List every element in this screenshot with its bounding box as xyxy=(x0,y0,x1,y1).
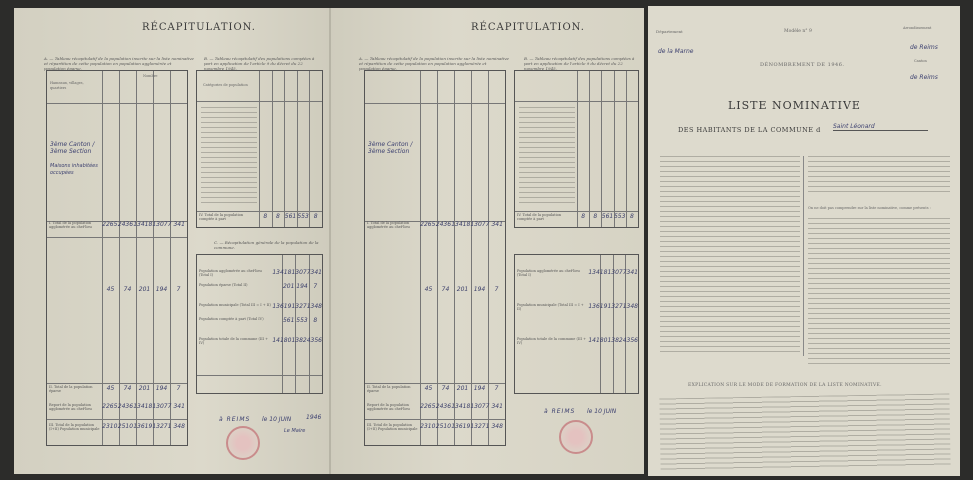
table-row: IV. Total de la population comptée à part 8 8 561 553 8 xyxy=(517,213,634,221)
signature-year: 1946 xyxy=(306,414,322,421)
table-c xyxy=(196,254,323,394)
table-row: I. Total de la population agglomérée au chef-lieu 2265 2436 13418 13077 341 xyxy=(49,221,185,229)
table-a-copy xyxy=(364,70,506,446)
explication-text xyxy=(659,393,950,470)
agglo-note: Maisons inhabitées occupées xyxy=(50,163,98,176)
exclusions-text xyxy=(808,218,950,368)
table-row: 45 74 201 194 7 xyxy=(424,286,499,293)
signature-place-copy: à REIMS xyxy=(544,408,576,415)
recap-heading: RÉCAPITULATION. xyxy=(142,22,256,33)
section-note: On ne doit pas comprendre sur la liste nominative, comme présents : xyxy=(808,206,931,210)
table-row: Population totale de la commune (III + IV) 14180 13824 356 xyxy=(199,337,322,345)
table-a xyxy=(46,70,188,446)
arrondissement-value: de Reims xyxy=(910,44,938,51)
liste-nominative-sheet xyxy=(648,6,960,476)
table-row: Population totale de la commune (III + IV) 14180 13824 356 xyxy=(517,337,638,345)
stamp-copy xyxy=(559,420,593,454)
table-a-caption: A. — Tableau récapitulatif de la population inscrite sur la liste nominative et répartition de cette population en population agglomérée et population éparse. xyxy=(44,56,194,71)
denombrement-year: DÉNOMBREMENT DE 1946. xyxy=(760,62,845,68)
signature-place: à REIMS xyxy=(219,416,251,423)
table-row: III. Total de la population (I+II) Population municipale 2310 2510 13619 13271 348 xyxy=(49,423,185,431)
col-group-label: Hameaux, villages, quartiers xyxy=(50,81,84,90)
recap-heading-copy: RÉCAPITULATION. xyxy=(471,22,585,33)
table-row: IV. Total de la population comptée à part 8 8 561 553 8 xyxy=(199,213,318,221)
canton-value: de Reims xyxy=(910,74,938,81)
quartiers-handwritten: 3ème Canton / 3ème Section xyxy=(50,141,95,155)
table-row: Report de la population agglomérée au chef-lieu 2265 2436 13418 13077 341 xyxy=(49,403,185,411)
table-a-caption-copy: A. — Tableau récapitulatif de la population inscrite sur la liste nominative et répartition de cette population en population agglomérée et population éparse. xyxy=(359,56,509,71)
mayor-signature: Le Maire xyxy=(284,428,306,434)
page-fold xyxy=(329,8,331,474)
modele-number: Modèle n° 9 xyxy=(784,29,812,34)
table-b-caption-copy: B. — Tableau récapitulatif des populations comptées à part en application de l'article 9 du décret du 22 novembre 1945. xyxy=(524,56,635,71)
table-row: Report de la population agglomérée au chef-lieu 2265 2436 13418 13077 341 xyxy=(367,403,503,411)
quartiers-handwritten: 3ème Canton / 3ème Section xyxy=(368,141,413,155)
instructions-text-left xyxy=(660,156,800,356)
table-b-header: Catégories de population xyxy=(203,83,248,87)
table-row: Population municipale (Total III = I + II) 13619 13271 348 xyxy=(517,303,638,311)
instructions-text-right xyxy=(808,156,950,196)
commune-name: Saint Léonard xyxy=(833,123,928,131)
recapitulation-sheet xyxy=(14,8,644,474)
table-b xyxy=(196,70,323,228)
table-row: Population comptée à part (Total IV) 561 553 8 xyxy=(199,317,318,324)
table-row: Population agglomérée au chef-lieu (Total I) 13418 13077 341 xyxy=(517,269,638,277)
table-row: Population municipale (Total III = I + II) 13619 13271 348 xyxy=(199,303,322,310)
table-row: Population éparse (Total II) 201 194 7 xyxy=(199,283,318,290)
table-c-copy xyxy=(514,254,639,394)
table-b-copy xyxy=(514,70,639,228)
table-row: I. Total de la population agglomérée au chef-lieu 2265 2436 13418 13077 341 xyxy=(367,221,503,229)
liste-title: LISTE NOMINATIVE xyxy=(728,99,861,112)
table-c-caption: C. — Récapitulation générale de la population de la commune. xyxy=(214,240,319,250)
canton-label: Canton xyxy=(914,59,927,63)
departement-value: de la Marne xyxy=(658,48,694,55)
table-b-caption: B. — Tableau récapitulatif des populations comptées à part en application de l'article 9 du décret du 22 novembre 1945. xyxy=(204,56,315,71)
table-row: III. Total de la population (I+II) Population municipale 2310 2510 13619 13271 348 xyxy=(367,423,503,431)
table-row: 45 74 201 194 7 xyxy=(106,286,181,293)
signature-date-copy: le 10 JUIN xyxy=(587,408,617,415)
explication-heading: EXPLICATION SUR LE MODE DE FORMATION DE LA LISTE NOMINATIVE. xyxy=(688,383,882,388)
signature-date: le 10 JUIN xyxy=(262,416,292,423)
table-row: Population agglomérée au chef-lieu (Total I) 13418 13077 341 xyxy=(199,269,322,277)
departement-label: Département xyxy=(656,29,683,34)
table-row: II. Total de la population éparse 45 74 201 194 7 xyxy=(49,385,181,393)
table-row: II. Total de la population éparse 45 74 201 194 7 xyxy=(367,385,499,393)
arrondissement-label: Arrondissement xyxy=(903,26,932,30)
mayor-stamp xyxy=(226,426,260,460)
liste-subtitle: DES HABITANTS DE LA COMMUNE d xyxy=(678,126,821,134)
table-a-header: Nombre xyxy=(143,74,158,78)
